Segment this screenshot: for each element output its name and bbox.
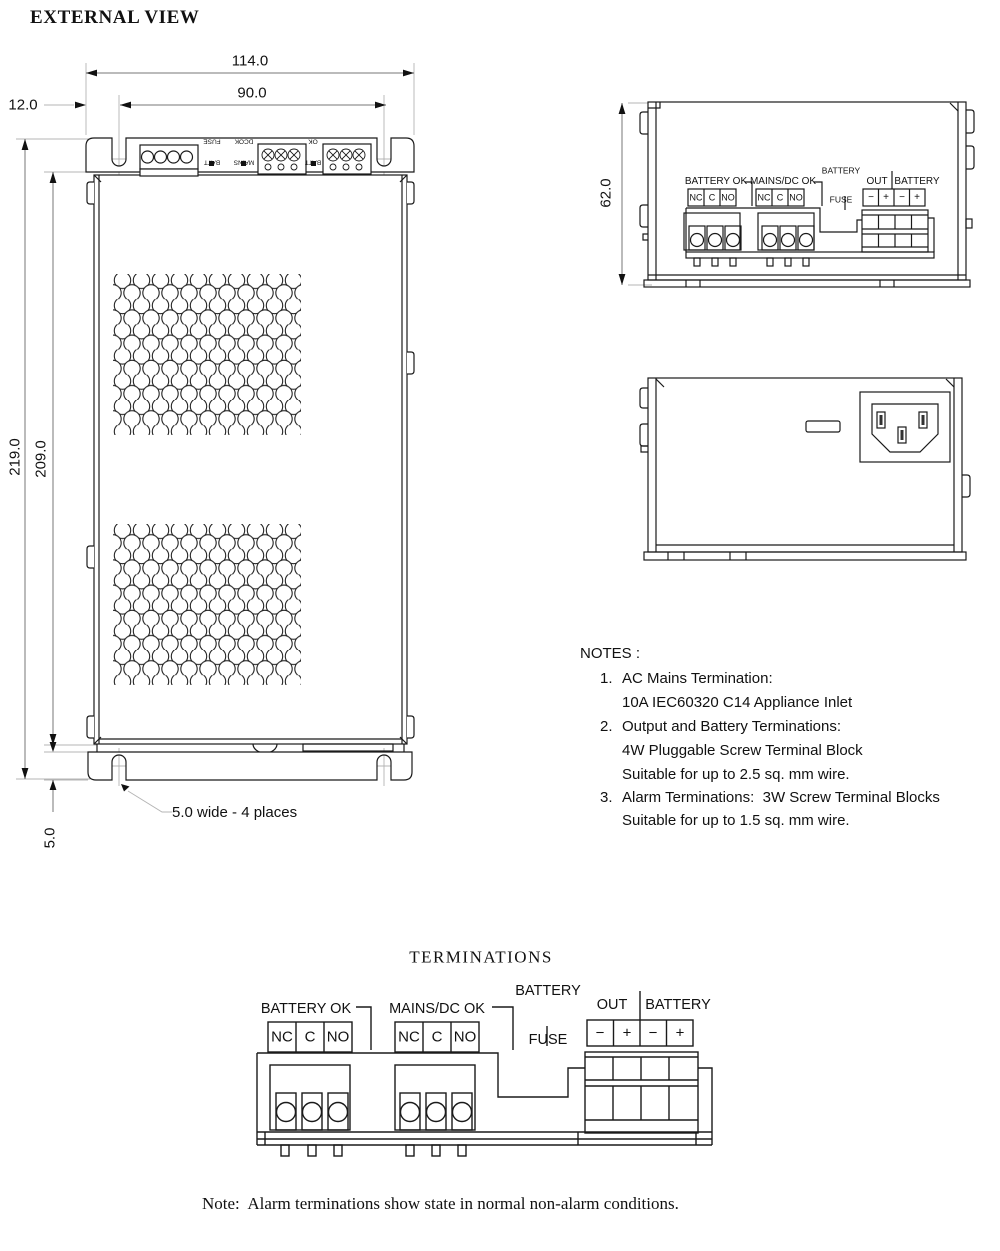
panel-label-dcok: DCOK xyxy=(234,137,254,145)
dim-overall-height: 219.0 xyxy=(6,438,24,476)
term-label-mains-dc-ok: MAINS/DC OK xyxy=(389,1000,485,1017)
mains-dc-ok-block xyxy=(395,1065,475,1130)
front-label-battery-fuse-2: FUSE xyxy=(829,194,853,205)
footnote: Note: Alarm terminations show state in normal non-alarm conditions. xyxy=(202,1194,679,1213)
note-1-line-1: AC Mains Termination: xyxy=(622,670,773,687)
term-label-battery-fuse-1: BATTERY xyxy=(515,983,581,1000)
rear-slot xyxy=(806,421,840,432)
term-batt-minus: − xyxy=(648,1024,658,1042)
front-no-1: NO xyxy=(721,192,735,203)
slot-callout: 5.0 wide - 4 places xyxy=(172,804,298,821)
term-label-battery-ok: BATTERY OK xyxy=(260,1000,352,1017)
note-3-line-1: Alarm Terminations: 3W Screw Terminal Blocks xyxy=(622,789,940,806)
term-nc-2: NC xyxy=(398,1028,420,1046)
term-c-1: C xyxy=(304,1028,316,1046)
note-1-line-2: 10A IEC60320 C14 Appliance Inlet xyxy=(622,694,853,711)
term-out-plus: + xyxy=(622,1024,632,1042)
top-view-linework xyxy=(86,138,414,780)
panel-label-batt: BATT xyxy=(203,158,221,166)
page-title: EXTERNAL VIEW xyxy=(30,7,200,28)
vent-holes-lower xyxy=(113,524,301,685)
bottom-mounting-flange xyxy=(88,752,412,780)
dim-slot-spacing: 90.0 xyxy=(237,84,267,102)
rear-view-linework xyxy=(640,378,970,560)
term-label-battery: BATTERY xyxy=(645,996,711,1013)
front-batt-plus: + xyxy=(914,192,920,203)
vent-holes-upper xyxy=(113,274,301,435)
term-label-out: OUT xyxy=(596,996,628,1013)
front-no-2: NO xyxy=(789,192,803,203)
dim-edge-offset: 12.0 xyxy=(8,96,38,114)
front-nc-1: NC xyxy=(689,192,703,203)
panel-label-batt2: BATT xyxy=(304,158,322,166)
panel-label-mains-dcok xyxy=(234,130,255,181)
note-2-line-3: Suitable for up to 2.5 sq. mm wire. xyxy=(622,766,850,783)
notes-heading: NOTES : xyxy=(580,645,641,662)
note-2-line-1: Output and Battery Terminations: xyxy=(622,718,842,735)
term-label-battery-fuse-2: FUSE xyxy=(528,1032,568,1049)
front-out-minus: − xyxy=(868,192,874,203)
term-c-2: C xyxy=(431,1028,443,1046)
panel-label-batt-fuse xyxy=(203,130,220,181)
term-batt-plus: + xyxy=(675,1024,685,1042)
front-label-out: OUT xyxy=(866,176,888,187)
panel-label-ok: OK xyxy=(308,137,318,145)
front-label-battery: BATTERY xyxy=(894,176,940,187)
panel-label-fuse: FUSE xyxy=(203,137,221,145)
front-nc-2: NC xyxy=(757,192,771,203)
dim-body-height: 209.0 xyxy=(32,440,50,478)
term-no-1: NO xyxy=(326,1028,350,1046)
front-out-plus: + xyxy=(883,192,889,203)
front-c-2: C xyxy=(776,192,784,203)
panel-label-mains: MAINS xyxy=(233,158,255,166)
front-label-battery-ok: BATTERY OK xyxy=(684,176,748,187)
front-batt-minus: − xyxy=(899,192,905,203)
front-label-battery-fuse-1: BATTERY xyxy=(821,165,861,176)
front-label-mains-dc-ok: MAINS/DC OK xyxy=(749,176,817,187)
note-2-line-2: 4W Pluggable Screw Terminal Block xyxy=(622,742,863,759)
dim-overall-width: 114.0 xyxy=(231,52,269,70)
term-no-2: NO xyxy=(453,1028,477,1046)
term-out-minus: − xyxy=(595,1024,605,1042)
note-3-num: 3. xyxy=(600,789,613,806)
panel-label-batt-ok xyxy=(305,130,321,181)
front-c-1: C xyxy=(708,192,716,203)
terminations-title: TERMINATIONS xyxy=(409,947,553,967)
dim-front-height: 62.0 xyxy=(597,178,615,208)
note-3-line-2: Suitable for up to 1.5 sq. mm wire. xyxy=(622,812,850,829)
term-nc-1: NC xyxy=(271,1028,293,1046)
front-label-battery-fuse xyxy=(822,148,860,215)
term-label-battery-fuse xyxy=(515,951,581,1065)
note-1-num: 1. xyxy=(600,670,613,687)
note-2-num: 2. xyxy=(600,718,613,735)
dim-flange: 5.0 xyxy=(41,827,59,849)
